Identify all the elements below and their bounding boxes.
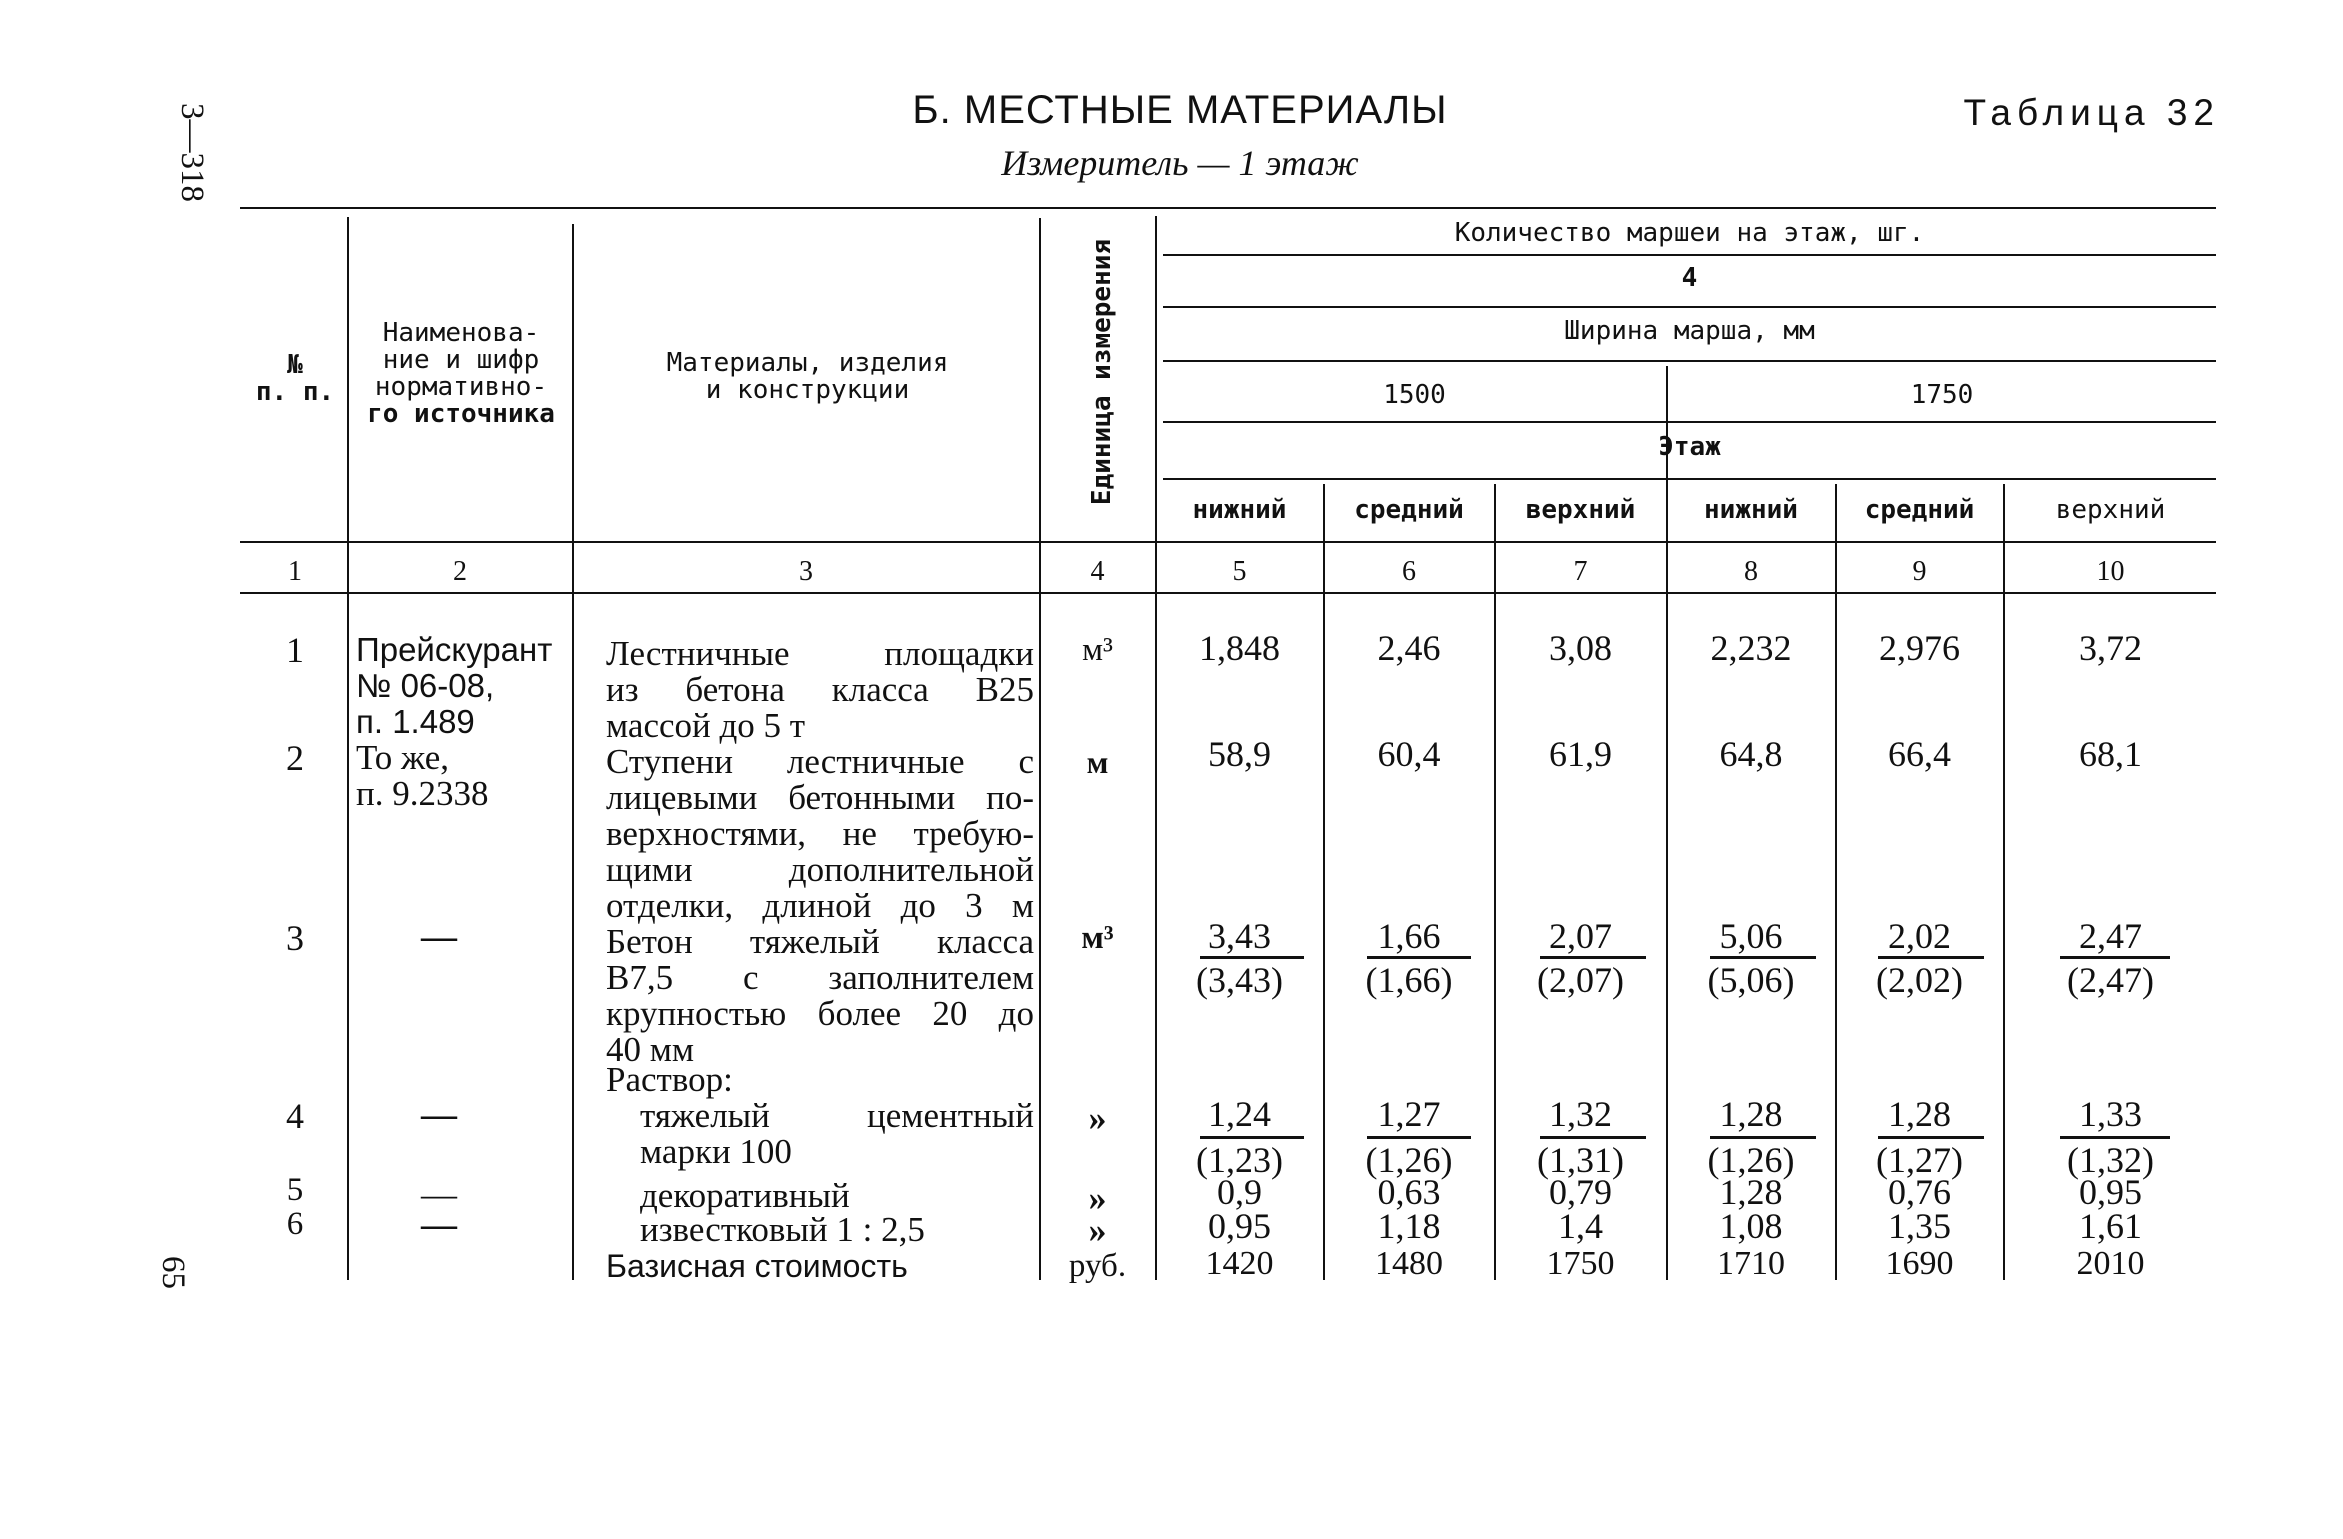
- value-paren-cell: (1,66): [1365, 960, 1453, 1000]
- header-no: № п. п.: [255, 350, 335, 407]
- value-cell: 1,4: [1558, 1206, 1603, 1246]
- value-paren-cell: (3,43): [1196, 960, 1283, 1000]
- header-floor-middle-1500: средний: [1354, 495, 1464, 525]
- header-floor-lower-1750: нижний: [1704, 495, 1798, 525]
- header-width-1750: 1750: [1910, 380, 1974, 410]
- value-cell: 1,18: [1377, 1206, 1441, 1246]
- unit-cell: »: [1088, 1210, 1107, 1250]
- value-cell: 5,06: [1719, 916, 1783, 956]
- header-width-1500: 1500: [1383, 380, 1446, 410]
- table-number: Таблица 32: [1963, 92, 2220, 133]
- col-number: 6: [1402, 556, 1416, 587]
- value-cell: 58,9: [1208, 734, 1271, 774]
- value-cell: 66,4: [1888, 734, 1951, 774]
- value-cell: 1,24: [1208, 1094, 1271, 1134]
- fraction-rule: [1200, 956, 1304, 959]
- value-cell: 1690: [1885, 1245, 1954, 1282]
- source-dash: —: [421, 1204, 457, 1244]
- value-cell: 1,27: [1377, 1094, 1441, 1134]
- header-floor-upper-1500: верхний: [1525, 495, 1636, 525]
- source-dash: —: [421, 1094, 457, 1134]
- row-number: 3: [286, 918, 304, 958]
- material-cell: Лестничные площадки из бетона класса В25 массой до 5 т: [606, 634, 1034, 745]
- source-dash: —: [421, 1174, 457, 1214]
- value-paren-cell: (2,07): [1537, 960, 1624, 1000]
- value-cell: 1420: [1205, 1245, 1274, 1282]
- fraction-rule: [1200, 1136, 1304, 1139]
- measure-caption: Измеритель — 1 этаж: [1001, 143, 1359, 183]
- value-cell: 2,07: [1549, 916, 1612, 956]
- unit-cell: м³: [1081, 920, 1114, 956]
- fraction-rule: [1367, 956, 1471, 959]
- value-cell: 1,28: [1719, 1172, 1783, 1212]
- header-source: Наименова- ние и шифр нормативно- го источника: [367, 318, 555, 429]
- header-marches-value: 4: [1681, 263, 1698, 293]
- value-paren-cell: (1,27): [1876, 1140, 1963, 1180]
- value-cell: 68,1: [2079, 734, 2142, 774]
- col-number: 8: [1744, 556, 1758, 587]
- fraction-rule: [1878, 1136, 1984, 1139]
- col-number: 3: [799, 556, 813, 587]
- value-cell: 0,9: [1217, 1172, 1262, 1212]
- value-cell: 3,08: [1549, 628, 1612, 668]
- value-cell: 2,02: [1888, 916, 1951, 956]
- value-cell: 1,08: [1719, 1206, 1783, 1246]
- material-cell: декоративный: [640, 1176, 850, 1215]
- fraction-rule: [2060, 1136, 2170, 1139]
- col-number: 10: [2096, 556, 2125, 587]
- value-cell: 60,4: [1377, 734, 1441, 774]
- value-paren-cell: (1,26): [1365, 1140, 1453, 1180]
- section-title: Б. МЕСТНЫЕ МАТЕРИАЛЫ: [912, 88, 1448, 132]
- value-cell: 0,76: [1888, 1172, 1951, 1212]
- value-cell: 61,9: [1549, 734, 1612, 774]
- source-dash: —: [421, 916, 457, 956]
- value-cell: 3,43: [1208, 916, 1271, 956]
- value-cell: 2010: [2076, 1245, 2145, 1282]
- material-cell: Бетон тяжелый класса В7,5 с заполнителем крупностью более 20 до 40 мм: [606, 922, 1034, 1069]
- value-paren-cell: (1,31): [1537, 1140, 1624, 1180]
- value-paren-cell: (2,02): [1876, 960, 1963, 1000]
- value-cell: 2,976: [1879, 628, 1960, 668]
- header-marches: Количество маршеи на этаж, шг.: [1454, 218, 1925, 248]
- value-cell: 1,32: [1549, 1094, 1612, 1134]
- value-paren-cell: (1,26): [1707, 1140, 1795, 1180]
- value-cell: 1,35: [1888, 1206, 1951, 1246]
- material-cell: Базисная стоимость: [606, 1248, 908, 1284]
- material-cell: известковый 1 : 2,5: [640, 1210, 925, 1249]
- mortar-label: Раствор:: [606, 1060, 733, 1099]
- value-cell: 1480: [1375, 1245, 1443, 1282]
- header-width: Ширина марша, мм: [1564, 316, 1815, 346]
- value-cell: 2,232: [1710, 628, 1792, 668]
- row-number: 1: [286, 630, 304, 670]
- fraction-rule: [1710, 956, 1816, 959]
- row-number: 6: [286, 1206, 304, 1242]
- fraction-rule: [1540, 956, 1646, 959]
- value-cell: 0,79: [1549, 1172, 1612, 1212]
- value-cell: 2,46: [1377, 628, 1441, 668]
- col-number: 2: [453, 556, 467, 587]
- col-number: 1: [288, 556, 302, 587]
- unit-cell: м: [1086, 744, 1109, 780]
- source-cell: То же, п. 9.2338: [356, 738, 489, 813]
- value-cell: 1,848: [1199, 628, 1280, 668]
- value-cell: 3,72: [2079, 628, 2142, 668]
- value-cell: 1,28: [1719, 1094, 1783, 1134]
- unit-cell: м³: [1082, 632, 1113, 668]
- page-code: 3—318: [174, 103, 210, 202]
- fraction-rule: [2060, 956, 2170, 959]
- value-cell: 1,28: [1888, 1094, 1951, 1134]
- value-paren-cell: (5,06): [1707, 960, 1795, 1000]
- source-cell: Прейскурант № 06-08, п. 1.489: [356, 631, 553, 740]
- value-paren-cell: (2,47): [2067, 960, 2154, 1000]
- value-cell: 1,33: [2079, 1094, 2142, 1134]
- value-cell: 0,95: [1208, 1206, 1271, 1246]
- material-cell: тяжелый цементный марки 100: [640, 1096, 1034, 1171]
- unit-cell: руб.: [1068, 1248, 1127, 1284]
- value-cell: 2,47: [2079, 916, 2142, 956]
- unit-cell: »: [1088, 1098, 1107, 1138]
- col-number: 9: [1912, 556, 1927, 587]
- fraction-rule: [1540, 1136, 1646, 1139]
- material-cell: Ступени лестничные с лицевыми бетонными по- верхностями, не требую- щими дополнительной отделки, длиной до 3 м: [606, 742, 1034, 925]
- col-number: 5: [1232, 556, 1247, 587]
- value-cell: 1750: [1546, 1245, 1615, 1282]
- row-number: 5: [286, 1172, 304, 1208]
- value-paren-cell: (1,32): [2067, 1140, 2154, 1180]
- row-number: 4: [286, 1096, 304, 1136]
- value-cell: 1,66: [1377, 916, 1441, 956]
- header-floor-lower-1500: нижний: [1192, 495, 1287, 525]
- value-cell: 1710: [1717, 1245, 1785, 1282]
- header-floor: Этаж: [1658, 432, 1721, 462]
- page-number: 65: [155, 1256, 191, 1289]
- row-number: 2: [286, 738, 304, 778]
- value-cell: 1,61: [2079, 1206, 2142, 1246]
- unit-cell: »: [1088, 1178, 1107, 1218]
- value-cell: 64,8: [1719, 734, 1783, 774]
- fraction-rule: [1878, 956, 1984, 959]
- value-cell: 0,95: [2079, 1172, 2142, 1212]
- header-floor-middle-1750: средний: [1864, 495, 1975, 525]
- fraction-rule: [1367, 1136, 1471, 1139]
- header-floor-upper-1750: верхний: [2055, 495, 2166, 525]
- col-number: 7: [1573, 556, 1588, 587]
- col-number: 4: [1090, 556, 1105, 587]
- value-cell: 0,63: [1377, 1172, 1441, 1212]
- header-materials: Материалы, изделия и конструкции: [666, 348, 949, 405]
- value-paren-cell: (1,23): [1196, 1140, 1283, 1180]
- fraction-rule: [1710, 1136, 1816, 1139]
